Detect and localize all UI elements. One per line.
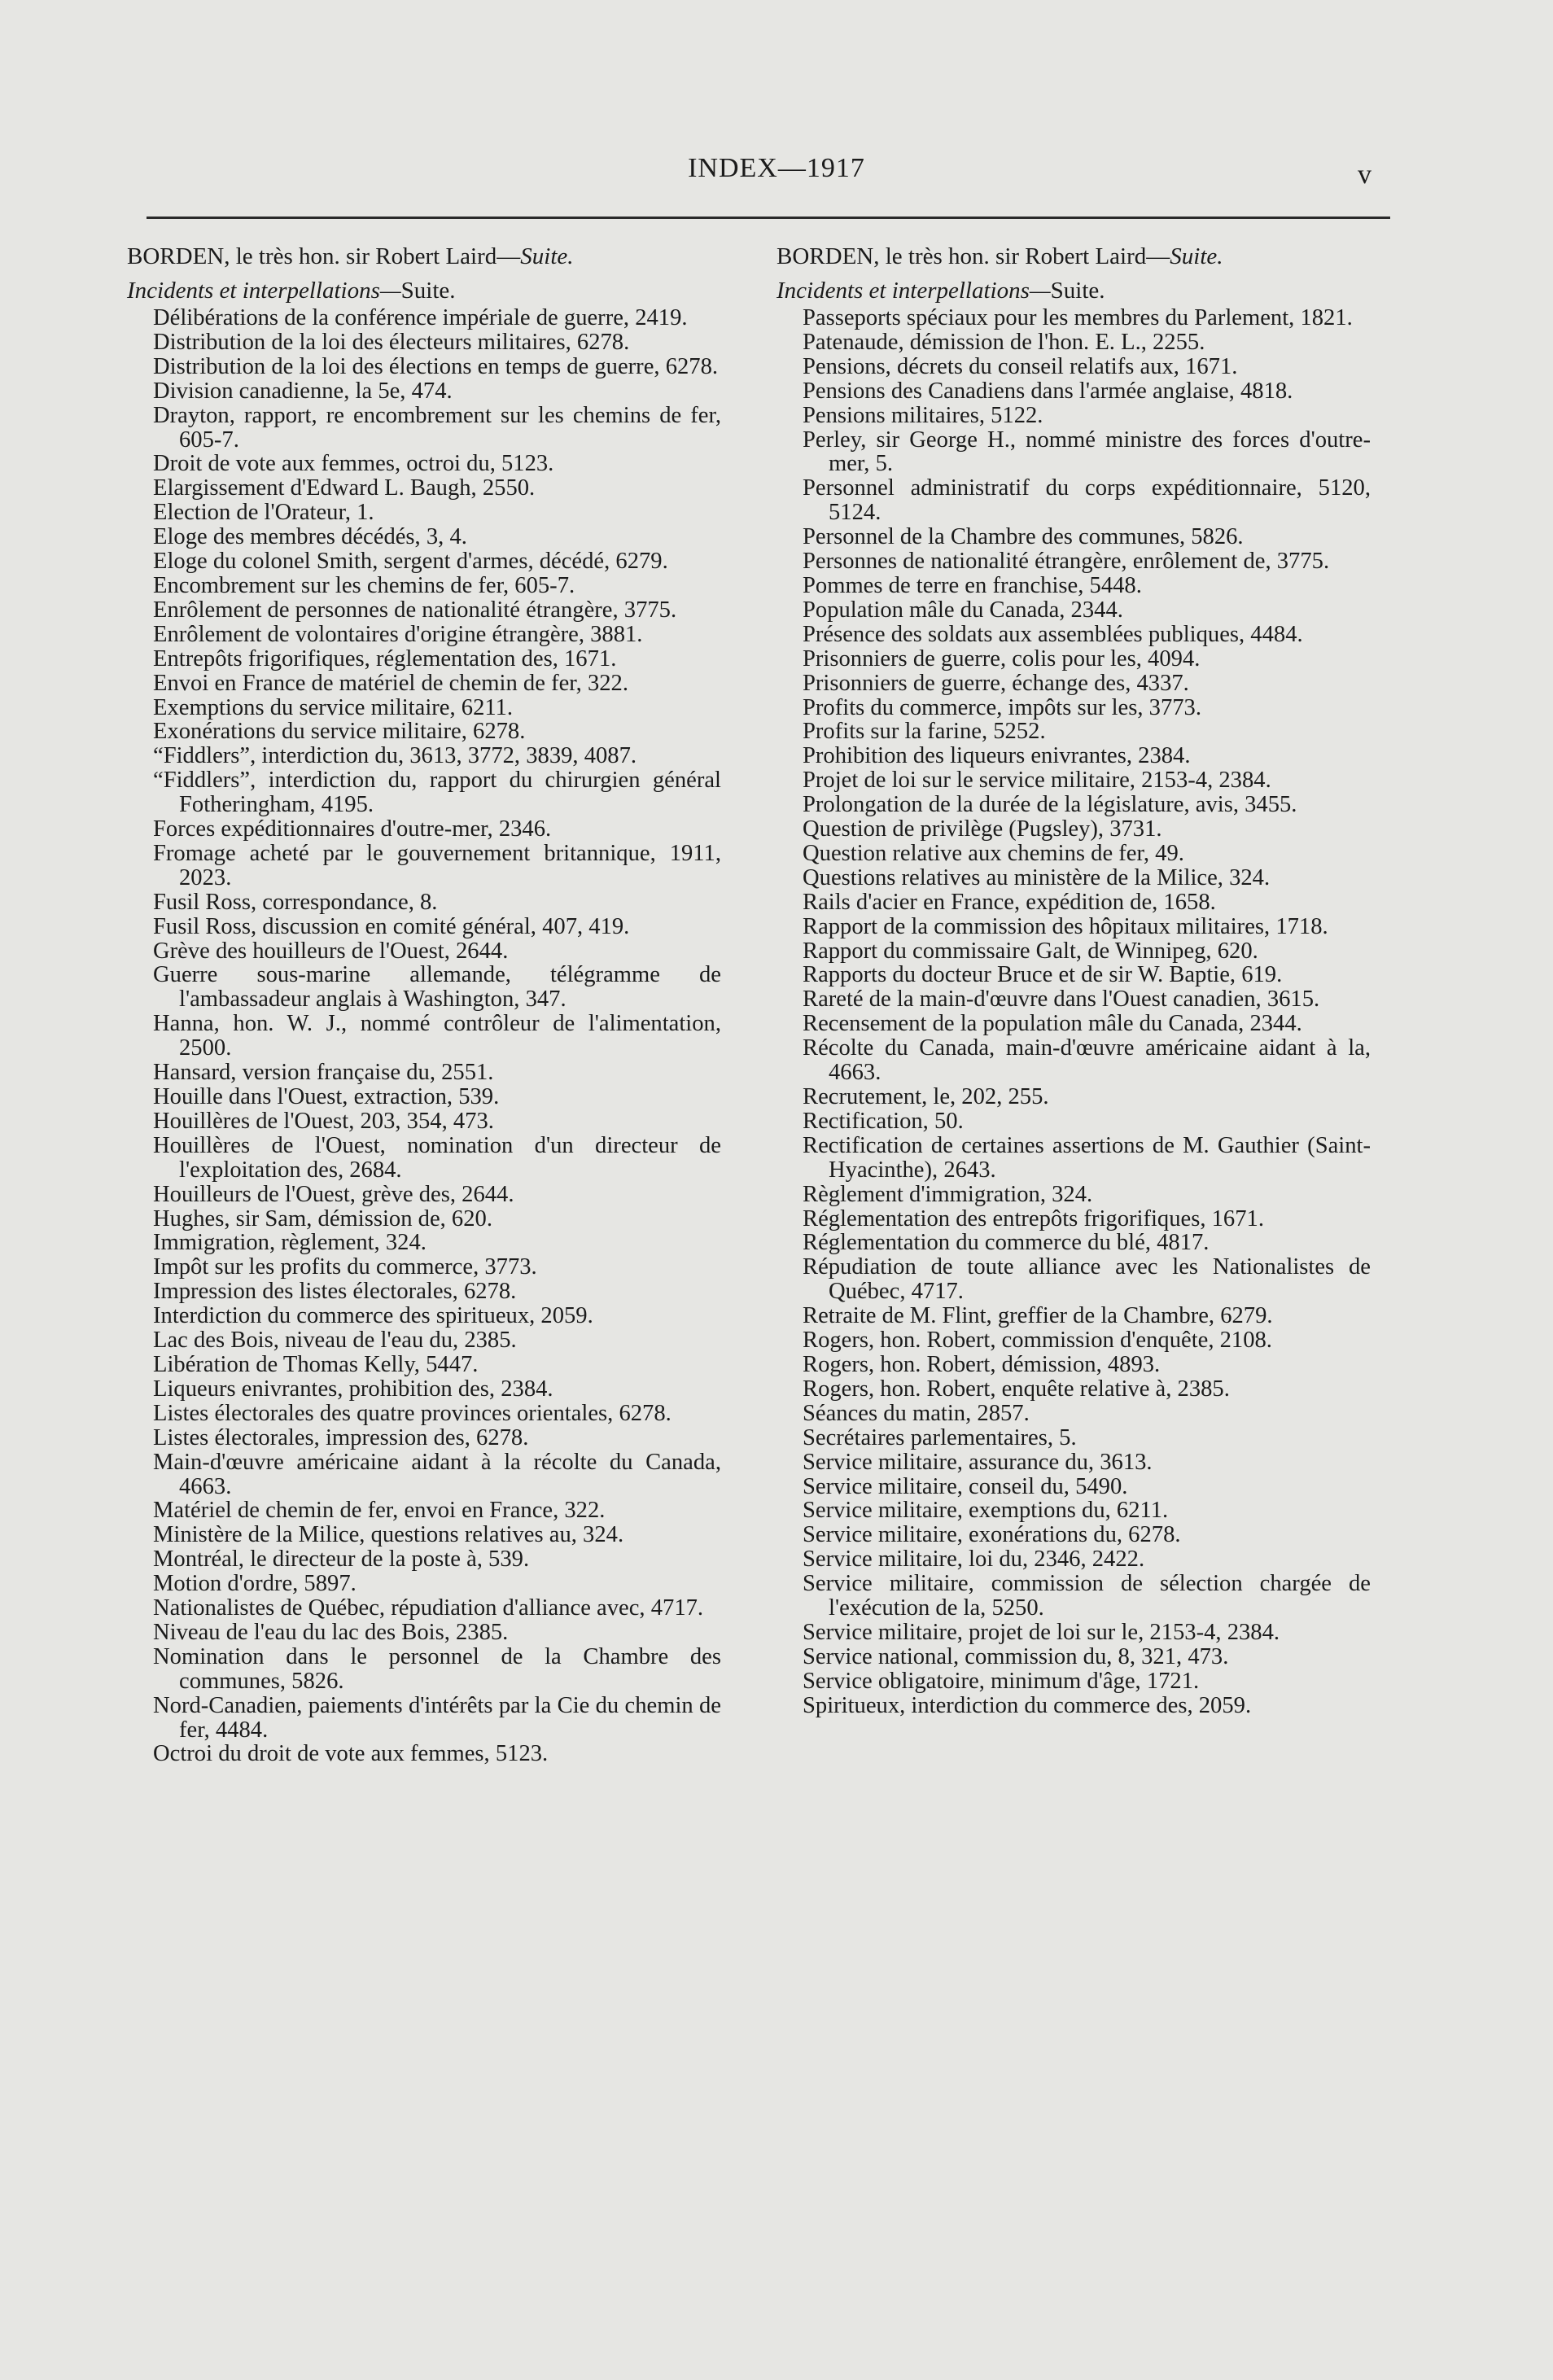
subheading-text: Incidents et interpellations— — [127, 278, 401, 304]
index-entry: Distribution de la loi des élections en temps de guerre, 6278. — [153, 353, 719, 379]
index-entry: Listes électorales, impression des, 6278. — [153, 1424, 529, 1450]
index-entry: Rectification, 50. — [803, 1108, 964, 1134]
index-entry: Elargissement d'Edward L. Baugh, 2550. — [153, 475, 536, 501]
index-entry: Houillères de l'Ouest, 203, 354, 473. — [153, 1108, 494, 1134]
left-column-heading — [127, 243, 721, 270]
index-entry: Rectification de certaines assertions de M. Gauthier (Saint-Hyacinthe), 2643. — [803, 1132, 1371, 1183]
index-entry: Spiritueux, interdiction du commerce des, 2059. — [803, 1692, 1252, 1718]
index-entry: Population mâle du Canada, 2344. — [803, 597, 1123, 623]
index-entry: Patenaude, démission de l'hon. E. L., 2255. — [803, 329, 1205, 355]
index-entry: Impôt sur les profits du commerce, 3773. — [153, 1254, 537, 1280]
index-entry: Fromage acheté par le gouvernement britannique, 1911, 2023. — [153, 840, 721, 890]
index-entry: Réglementation des entrepôts frigorifiques, 1671. — [803, 1205, 1264, 1232]
index-entry: Interdiction du commerce des spiritueux, 2059. — [153, 1303, 593, 1329]
index-entry: Service militaire, conseil du, 5490. — [803, 1473, 1128, 1499]
index-entry: Drayton, rapport, re encombrement sur les chemins de fer, 605-7. — [153, 402, 721, 453]
index-entry: Envoi en France de matériel de chemin de fer, 322. — [153, 670, 628, 696]
subheading-text: Incidents et interpellations— — [776, 278, 1051, 304]
index-entry: Forces expéditionnaires d'outre-mer, 2346. — [153, 816, 552, 842]
index-entry: Listes électorales des quatre provinces orientales, 6278. — [153, 1400, 672, 1426]
index-entry: Réglementation du commerce du blé, 4817. — [803, 1230, 1210, 1256]
heading-text: BORDEN, le très hon. sir Robert Laird— — [776, 243, 1170, 269]
index-entry: Enrôlement de volontaires d'origine étrangère, 3881. — [153, 621, 643, 647]
index-entry: Questions relatives au ministère de la Milice, 324. — [803, 864, 1271, 890]
index-entry: Fusil Ross, discussion en comité général, 407, 419. — [153, 913, 630, 939]
index-entry: Immigration, règlement, 324. — [153, 1230, 427, 1256]
index-entry: Nomination dans le personnel de la Chambre des communes, 5826. — [153, 1643, 721, 1694]
index-entry: Hanna, hon. W. J., nommé contrôleur de l'alimentation, 2500. — [153, 1011, 721, 1061]
index-entry: Secrétaires parlementaires, 5. — [803, 1424, 1077, 1450]
index-entry: Répudiation de toute alliance avec les Nationalistes de Québec, 4717. — [803, 1254, 1371, 1305]
index-entry: Ministère de la Milice, questions relatives au, 324. — [153, 1522, 624, 1548]
index-entry: Pensions militaires, 5122. — [803, 402, 1043, 428]
index-entry: Enrôlement de personnes de nationalité étrangère, 3775. — [153, 597, 677, 623]
index-entry: Matériel de chemin de fer, envoi en France, 322. — [153, 1498, 606, 1524]
page-number: v — [1358, 160, 1371, 190]
index-entry: Droit de vote aux femmes, octroi du, 5123. — [153, 451, 554, 477]
index-entry: Service militaire, projet de loi sur le, 2153-4, 2384. — [803, 1619, 1280, 1645]
index-entry: Eloge du colonel Smith, sergent d'armes, décédé, 6279. — [153, 549, 668, 575]
index-entry: Personnes de nationalité étrangère, enrôlement de, 3775. — [803, 549, 1330, 575]
index-entry: Eloge des membres décédés, 3, 4. — [153, 524, 467, 550]
index-entry: Encombrement sur les chemins de fer, 605-7. — [153, 572, 575, 598]
right-column — [776, 243, 1371, 1718]
right-column-subheading — [776, 277, 1371, 304]
subheading-suite: Suite. — [400, 278, 456, 304]
index-entry: Nationalistes de Québec, répudiation d'alliance avec, 4717. — [153, 1595, 704, 1621]
index-entry: Lac des Bois, niveau de l'eau du, 2385. — [153, 1328, 517, 1354]
index-entry: Pensions, décrets du conseil relatifs aux, 1671. — [803, 353, 1238, 379]
index-entry: Projet de loi sur le service militaire, 2153-4, 2384. — [803, 768, 1271, 794]
index-entry: Houille dans l'Ouest, extraction, 539. — [153, 1084, 500, 1109]
right-entry-list — [776, 306, 1371, 1718]
index-entry: “Fiddlers”, interdiction du, rapport du chirurgien général Fotheringham, 4195. — [153, 768, 721, 818]
index-entry: Règlement d'immigration, 324. — [803, 1181, 1093, 1207]
index-entry: Division canadienne, la 5e, 474. — [153, 378, 453, 404]
index-entry: Personnel administratif du corps expéditionnaire, 5120, 5124. — [803, 475, 1371, 526]
index-entry: Question de privilège (Pugsley), 3731. — [803, 816, 1162, 842]
index-entry: Prisonniers de guerre, colis pour les, 4094. — [803, 645, 1201, 672]
index-entry: Rapport du commissaire Galt, de Winnipeg, 620. — [803, 938, 1258, 964]
index-entry: Service militaire, assurance du, 3613. — [803, 1449, 1153, 1475]
index-entry: Prohibition des liqueurs enivrantes, 2384. — [803, 743, 1191, 769]
index-entry: Service national, commission du, 8, 321, 473. — [803, 1643, 1229, 1669]
index-entry: Libération de Thomas Kelly, 5447. — [153, 1351, 479, 1377]
index-entry: Exonérations du service militaire, 6278. — [153, 719, 526, 745]
index-entry: Election de l'Orateur, 1. — [153, 500, 374, 526]
index-entry: Retraite de M. Flint, greffier de la Chambre, 6279. — [803, 1303, 1273, 1329]
index-entry: Personnel de la Chambre des communes, 5826. — [803, 524, 1244, 550]
index-entry: Hansard, version française du, 2551. — [153, 1060, 494, 1086]
running-head-title: INDEX—1917 — [688, 153, 865, 183]
index-entry: Rapport de la commission des hôpitaux militaires, 1718. — [803, 913, 1328, 939]
index-entry: Service militaire, exemptions du, 6211. — [803, 1498, 1169, 1524]
heading-suite: Suite. — [520, 243, 574, 269]
left-entry-list — [127, 306, 721, 1766]
index-entry: Octroi du droit de vote aux femmes, 5123. — [153, 1741, 549, 1767]
index-entry: Montréal, le directeur de la poste à, 539. — [153, 1547, 530, 1573]
index-entry: Motion d'ordre, 5897. — [153, 1571, 357, 1597]
index-entry: Recensement de la population mâle du Canada, 2344. — [803, 1011, 1302, 1037]
index-entry: Prolongation de la durée de la législature, avis, 3455. — [803, 792, 1297, 818]
index-entry: Rareté de la main-d'œuvre dans l'Ouest canadien, 3615. — [803, 987, 1320, 1013]
heading-suite: Suite. — [1170, 243, 1223, 269]
index-entry: Question relative aux chemins de fer, 49. — [803, 840, 1184, 866]
index-entry: Rogers, hon. Robert, enquête relative à, 2385. — [803, 1376, 1230, 1402]
index-entry: Niveau de l'eau du lac des Bois, 2385. — [153, 1619, 509, 1645]
index-entry: Liqueurs enivrantes, prohibition des, 2384. — [153, 1376, 553, 1402]
index-entry: Profits sur la farine, 5252. — [803, 719, 1046, 745]
left-column-subheading — [127, 277, 721, 304]
index-entry: Pommes de terre en franchise, 5448. — [803, 572, 1142, 598]
index-entry: Prisonniers de guerre, échange des, 4337. — [803, 670, 1189, 696]
index-entry: Recrutement, le, 202, 255. — [803, 1084, 1049, 1109]
index-entry: Entrepôts frigorifiques, réglementation des, 1671. — [153, 645, 617, 672]
subheading-suite: Suite. — [1050, 278, 1105, 304]
index-entry: Séances du matin, 2857. — [803, 1400, 1030, 1426]
index-entry: Exemptions du service militaire, 6211. — [153, 694, 514, 720]
index-entry: Service militaire, commission de sélection chargée de l'exécution de la, 5250. — [803, 1571, 1371, 1621]
index-entry: Rogers, hon. Robert, commission d'enquête, 2108. — [803, 1328, 1272, 1354]
left-column — [127, 243, 721, 1766]
index-entry: Passeports spéciaux pour les membres du Parlement, 1821. — [803, 305, 1353, 330]
heading-text: BORDEN, le très hon. sir Robert Laird— — [127, 243, 521, 269]
index-entry: Présence des soldats aux assemblées publiques, 4484. — [803, 621, 1303, 647]
index-entry: Impression des listes électorales, 6278. — [153, 1279, 517, 1305]
index-entry: Rogers, hon. Robert, démission, 4893. — [803, 1351, 1161, 1377]
index-entry: “Fiddlers”, interdiction du, 3613, 3772, 3839, 4087. — [153, 743, 637, 769]
index-entry: Service militaire, loi du, 2346, 2422. — [803, 1547, 1145, 1573]
index-entry: Hughes, sir Sam, démission de, 620. — [153, 1205, 492, 1232]
index-entry: Rails d'acier en France, expédition de, 1658. — [803, 889, 1216, 915]
index-entry: Grève des houilleurs de l'Ouest, 2644. — [153, 938, 509, 964]
index-entry: Profits du commerce, impôts sur les, 3773. — [803, 694, 1202, 720]
index-entry: Service militaire, exonérations du, 6278. — [803, 1522, 1181, 1548]
index-entry: Houilleurs de l'Ouest, grève des, 2644. — [153, 1181, 514, 1207]
header-rule — [147, 217, 1390, 219]
index-entry: Guerre sous-marine allemande, télégramme de l'ambassadeur anglais à Washington, 347. — [153, 962, 721, 1013]
index-entry: Houillères de l'Ouest, nomination d'un directeur de l'exploitation des, 2684. — [153, 1132, 721, 1183]
right-column-heading — [776, 243, 1371, 270]
index-entry: Service obligatoire, minimum d'âge, 1721. — [803, 1668, 1200, 1694]
index-entry: Perley, sir George H., nommé ministre des forces d'outre-mer, 5. — [803, 427, 1371, 477]
index-entry: Nord-Canadien, paiements d'intérêts par la Cie du chemin de fer, 4484. — [153, 1692, 721, 1743]
index-entry: Main-d'œuvre américaine aidant à la récolte du Canada, 4663. — [153, 1449, 721, 1499]
index-entry: Récolte du Canada, main-d'œuvre américaine aidant à la, 4663. — [803, 1035, 1371, 1086]
index-entry: Délibérations de la conférence impériale de guerre, 2419. — [153, 305, 688, 330]
index-entry: Rapports du docteur Bruce et de sir W. Baptie, 619. — [803, 962, 1283, 988]
index-entry: Pensions des Canadiens dans l'armée anglaise, 4818. — [803, 378, 1293, 404]
index-entry: Fusil Ross, correspondance, 8. — [153, 889, 438, 915]
index-entry: Distribution de la loi des électeurs militaires, 6278. — [153, 329, 630, 355]
